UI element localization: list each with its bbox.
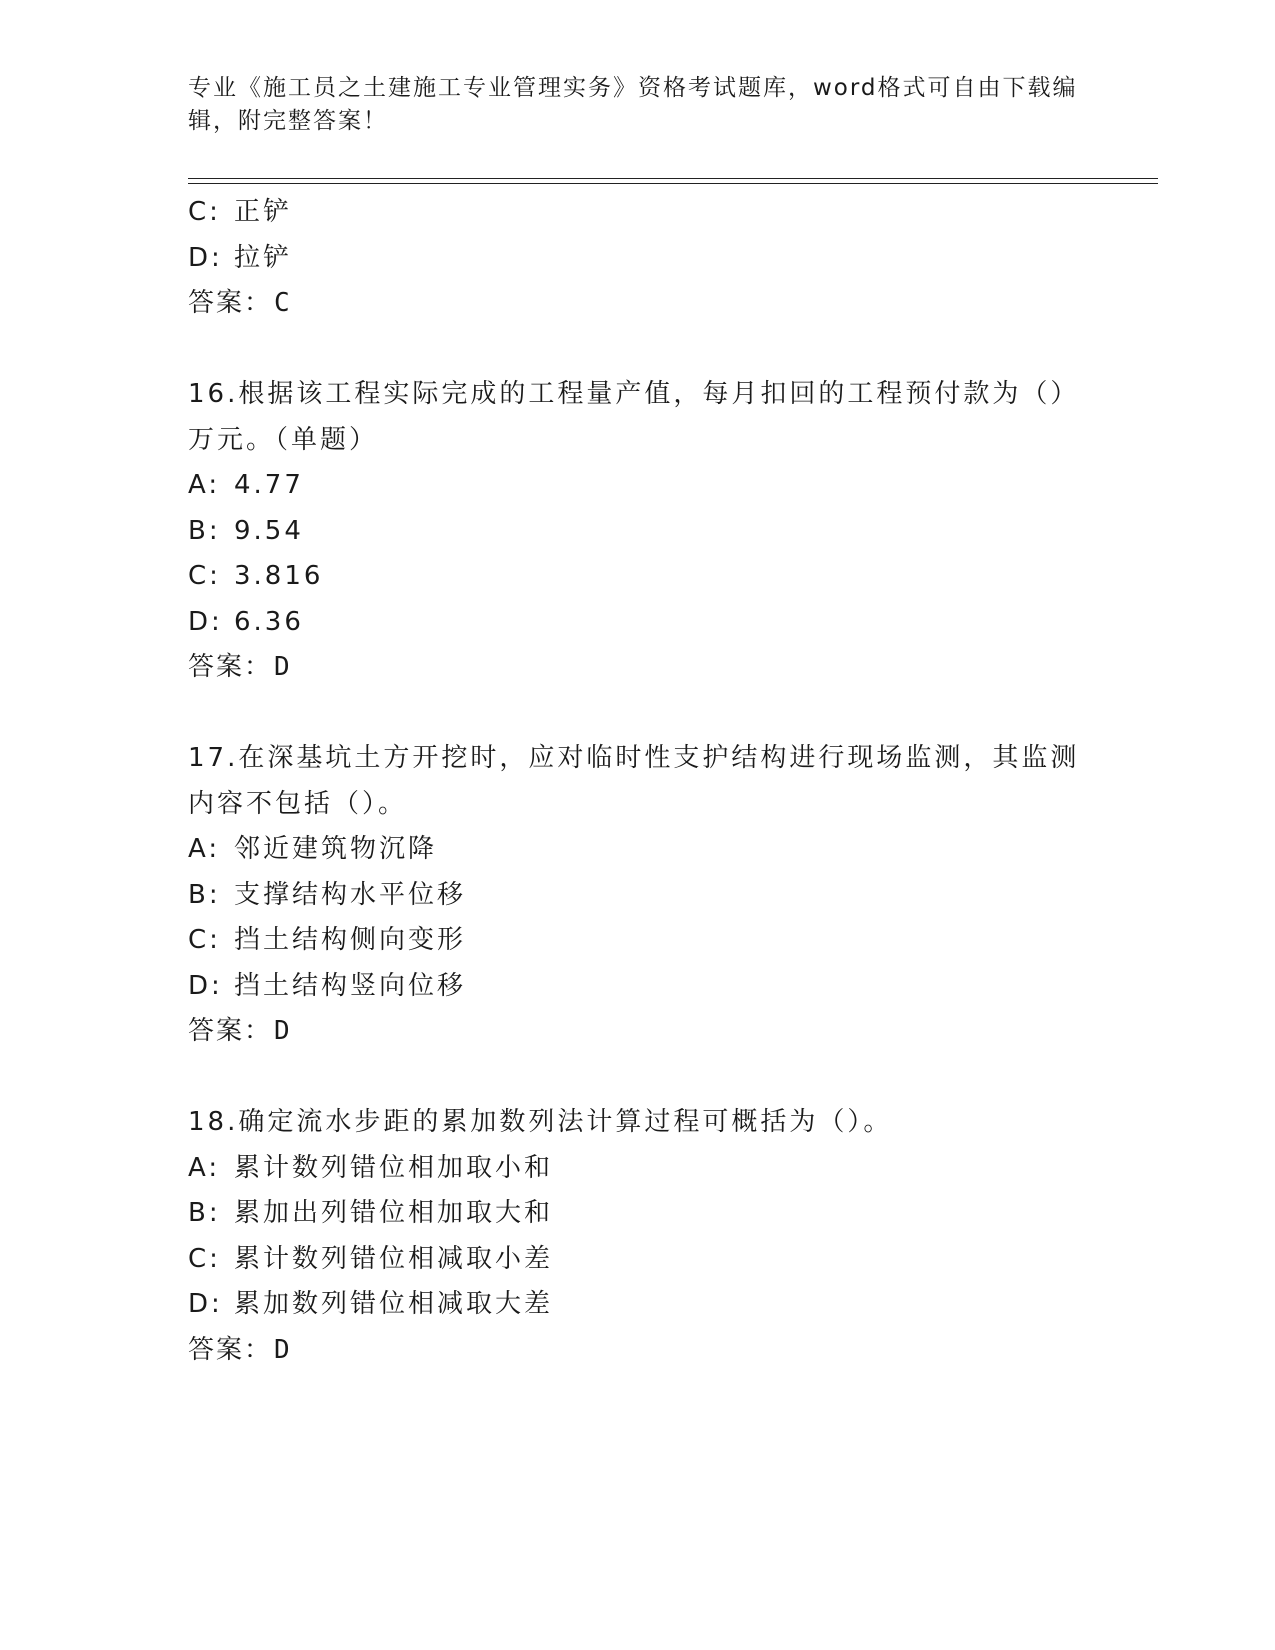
option-text: 6.36 [234,606,304,637]
header-divider-bottom [188,183,1158,184]
header-line-2: 辑，附完整答案！ [188,108,388,134]
answer-line [188,1009,1088,1055]
option-key: A: [188,834,221,864]
option-c [188,554,1088,600]
option-text: 9.54 [234,515,304,546]
spacer [188,1055,1088,1101]
question-list [188,190,1088,1373]
question-stem: 18.确定流水步距的累加数列法计算过程可概括为（）。 [188,1107,893,1137]
option-c [188,190,1088,236]
answer-value: D [274,1016,291,1046]
option-key: B: [188,515,221,546]
question-stem: 内容不包括（）。 [188,788,408,819]
option-c [188,918,1088,964]
answer-value: D [274,1334,291,1365]
spacer [188,327,1088,373]
option-a [188,827,1088,873]
option-key: C: [188,1243,221,1274]
option-a [188,463,1088,509]
option-key: A: [188,470,221,500]
option-key: B: [188,1198,221,1228]
option-text: 拉铲 [234,242,293,273]
option-key: D: [188,242,223,273]
option-key: D: [188,1289,223,1319]
option-d [188,600,1088,646]
option-b [188,509,1088,555]
answer-value: C [274,288,291,318]
option-text: 邻近建筑物沉降 [234,834,438,864]
option-key: C: [188,561,221,591]
question-18 [188,1100,1088,1373]
option-b [188,1191,1088,1237]
option-text: 正铲 [234,197,293,227]
question-stem: 17.在深基坑土方开挖时，应对临时性支护结构进行现场监测，其监测 [188,743,1080,773]
header-divider-top [188,178,1158,179]
option-key: D: [188,606,223,637]
option-text: 累计数列错位相加取小和 [234,1152,554,1183]
option-text: 4.77 [234,470,304,500]
answer-line [188,281,1088,327]
question-stem: 16.根据该工程实际完成的工程量产值，每月扣回的工程预付款为（） [188,379,1080,409]
header-line-1: 专业《施工员之土建施工专业管理实务》资格考试题库，word格式可自由下载编 [188,75,1078,101]
option-c [188,1237,1088,1283]
option-text: 累计数列错位相减取小差 [234,1243,554,1274]
option-key: C: [188,925,221,955]
option-key: C: [188,197,221,227]
option-text: 支撑结构水平位移 [234,879,467,910]
option-text: 累加出列错位相加取大和 [234,1198,554,1228]
question-16 [188,372,1088,691]
document-header [188,72,1078,138]
answer-label: 答案： [188,652,273,682]
option-text: 累加数列错位相减取大差 [234,1289,554,1319]
answer-line [188,1328,1088,1374]
answer-line [188,645,1088,691]
question-stem: 万元。（单题） [188,424,379,455]
prev-question [188,190,1088,327]
answer-label: 答案： [188,1334,273,1365]
option-key: B: [188,879,221,910]
option-text: 挡土结构侧向变形 [234,925,467,955]
option-d [188,1282,1088,1328]
option-text: 3.816 [234,561,324,591]
option-key: A: [188,1152,221,1183]
question-17 [188,736,1088,1055]
option-b [188,873,1088,919]
answer-label: 答案： [188,288,273,318]
option-key: D: [188,970,223,1001]
option-a [188,1146,1088,1192]
option-d [188,964,1088,1010]
spacer [188,691,1088,737]
option-text: 挡土结构竖向位移 [234,970,467,1001]
option-d [188,236,1088,282]
answer-label: 答案： [188,1016,273,1046]
answer-value: D [274,652,291,682]
